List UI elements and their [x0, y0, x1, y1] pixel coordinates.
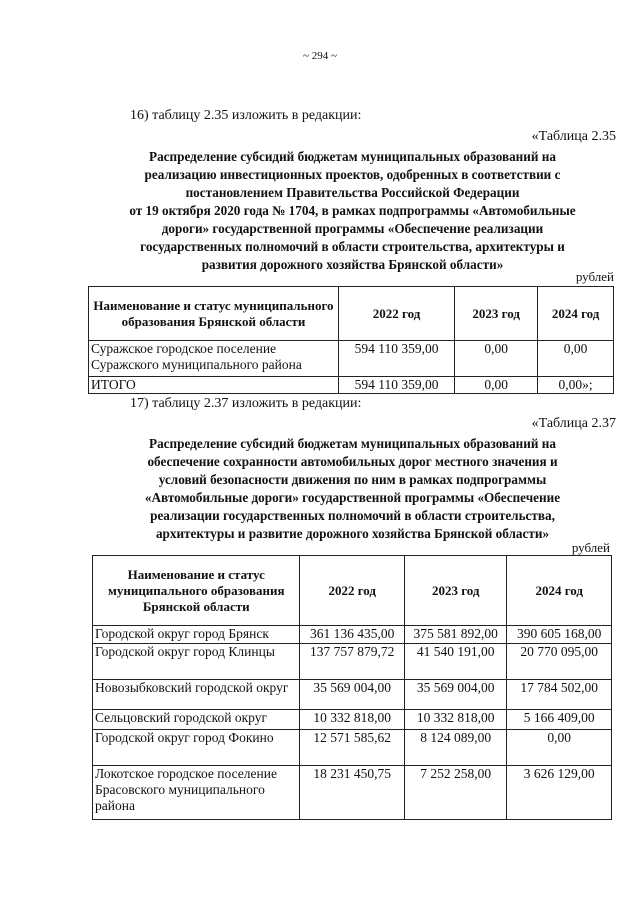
section-17-intro: 17) таблицу 2.37 изложить в редакции: [130, 396, 362, 411]
cell-value: 10 332 818,00 [300, 710, 404, 730]
cell-value: 17 784 502,00 [507, 680, 612, 710]
cell-value: 375 581 892,00 [404, 626, 507, 644]
heading-line: от 19 октября 2020 года № 1704, в рамках подпрограммы «Автомобильные [129, 203, 576, 218]
heading-line: реализацию инвестиционных проектов, одобренных в соответствии с [144, 167, 561, 182]
column-header: 2023 год [455, 287, 538, 341]
cell-value: 390 605 168,00 [507, 626, 612, 644]
cell-value: 35 569 004,00 [404, 680, 507, 710]
cell-value: 20 770 095,00 [507, 644, 612, 680]
cell-value: 0,00 [455, 377, 538, 394]
table-2-37-ref: «Таблица 2.37 [531, 416, 616, 431]
page-number: ~ 294 ~ [303, 50, 337, 62]
cell-value: 594 110 359,00 [338, 377, 454, 394]
cell-value: 0,00 [538, 341, 614, 377]
heading-line: реализации государственных полномочий в области строительства, [150, 508, 555, 523]
heading-line: архитектуры и развитие дорожного хозяйства Брянской области» [155, 526, 550, 541]
table-2-37 [92, 555, 612, 820]
cell-value: 5 166 409,00 [507, 710, 612, 730]
cell-value: 10 332 818,00 [404, 710, 507, 730]
table-row [93, 710, 612, 730]
heading-line: дороги» государственной программы «Обеспечение реализации [161, 221, 544, 236]
cell-name: Суражское городское поселение Суражского муниципального района [89, 341, 339, 377]
cell-value: 594 110 359,00 [338, 341, 454, 377]
column-header: 2023 год [404, 556, 507, 626]
cell-name: Городской округ город Фокино [93, 730, 300, 766]
column-header: 2024 год [507, 556, 612, 626]
table-row [93, 626, 612, 644]
table-header-row [93, 556, 612, 626]
cell-value: 41 540 191,00 [404, 644, 507, 680]
table-row [93, 766, 612, 820]
heading-line: «Автомобильные дороги» государственной программы «Обеспечение [144, 490, 561, 505]
column-header: 2024 год [538, 287, 614, 341]
heading-line: обеспечение сохранности автомобильных дорог местного значения и [147, 454, 558, 469]
cell-name: Городской округ город Брянск [93, 626, 300, 644]
column-header: Наименование и статус муниципального образования Брянской области [89, 287, 339, 341]
column-header: 2022 год [300, 556, 404, 626]
cell-value: 18 231 450,75 [300, 766, 404, 820]
table-row [93, 730, 612, 766]
heading-line: Распределение субсидий бюджетам муниципальных образований на [149, 149, 556, 164]
heading-line: Распределение субсидий бюджетам муниципальных образований на [149, 436, 556, 451]
heading-line: условий безопасности движения по ним в рамках подпрограммы [158, 472, 547, 487]
column-header: 2022 год [338, 287, 454, 341]
cell-value: 137 757 879,72 [300, 644, 404, 680]
cell-value: 3 626 129,00 [507, 766, 612, 820]
cell-value: 0,00 [507, 730, 612, 766]
heading-line: государственных полномочий в области строительства, архитектуры и [140, 239, 565, 254]
table-row-total [89, 377, 614, 394]
cell-value: 8 124 089,00 [404, 730, 507, 766]
cell-name: Локотское городское поселение Брасовского муниципального района [93, 766, 300, 820]
cell-value: 361 136 435,00 [300, 626, 404, 644]
table-row [89, 341, 614, 377]
heading-line: постановлением Правительства Российской Федерации [185, 185, 520, 200]
table-2-35 [88, 286, 614, 394]
cell-value: 0,00»; [538, 377, 614, 394]
table-2-35-heading [80, 148, 625, 274]
cell-value: 12 571 585,62 [300, 730, 404, 766]
table-2-37-heading [80, 435, 625, 543]
table-2-35-unit: рублей [575, 269, 614, 284]
cell-name: Городской округ город Клинцы [93, 644, 300, 680]
cell-value: 7 252 258,00 [404, 766, 507, 820]
cell-value: 0,00 [455, 341, 538, 377]
cell-name: ИТОГО [89, 377, 339, 394]
table-header-row [89, 287, 614, 341]
heading-line: развития дорожного хозяйства Брянской области» [201, 257, 504, 272]
cell-name: Сельцовский городской округ [93, 710, 300, 730]
cell-name: Новозыбковский городской округ [93, 680, 300, 710]
table-2-37-unit: рублей [571, 540, 610, 555]
cell-value: 35 569 004,00 [300, 680, 404, 710]
table-2-35-ref: «Таблица 2.35 [531, 129, 616, 144]
column-header: Наименование и статус муниципального образования Брянской области [93, 556, 300, 626]
section-16-intro: 16) таблицу 2.35 изложить в редакции: [130, 108, 362, 123]
table-row [93, 680, 612, 710]
table-row [93, 644, 612, 680]
